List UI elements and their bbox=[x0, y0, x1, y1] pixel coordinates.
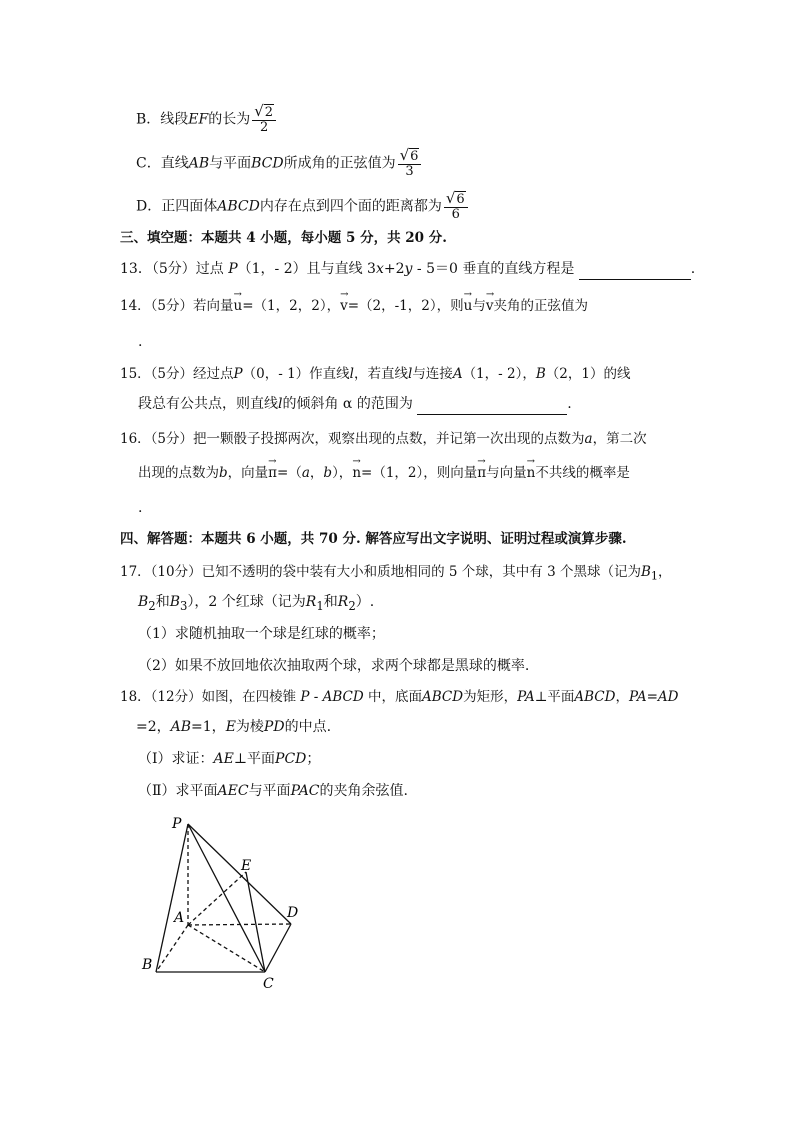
vector-v: → v bbox=[486, 296, 494, 316]
question-18 bbox=[120, 687, 678, 707]
q-text: ）， bbox=[332, 465, 353, 481]
option-label: C．直线 bbox=[136, 155, 189, 172]
edge-EC bbox=[246, 872, 265, 972]
edge-AB bbox=[156, 925, 188, 972]
subscript: 2 bbox=[148, 598, 156, 613]
numerator: 2 bbox=[264, 105, 274, 120]
q-text: . bbox=[567, 396, 572, 412]
q-text: 与平面 bbox=[248, 783, 291, 799]
question-16-end: . bbox=[138, 500, 143, 516]
q-text: （Ⅱ）求平面 bbox=[138, 783, 218, 799]
q-text: =（ bbox=[277, 465, 302, 481]
question-17 bbox=[120, 562, 672, 587]
option-c bbox=[136, 148, 423, 179]
q-text: 的倾斜角 α 的范围为 bbox=[282, 396, 413, 412]
q-text: ， bbox=[658, 564, 672, 580]
subscript: 1 bbox=[650, 569, 659, 583]
q-text: . bbox=[690, 261, 696, 277]
math-var: PA bbox=[628, 689, 647, 705]
numerator: 6 bbox=[410, 149, 419, 164]
edge-AE bbox=[188, 872, 246, 925]
fraction: $\frac{√2}{2}$ bbox=[252, 104, 276, 135]
q-text: 17．（10分）已知不透明的袋中装有大小和质地相同的 5 个球，其中有 3 个黑球（记为 bbox=[120, 564, 641, 580]
question-13 bbox=[120, 259, 695, 280]
math-var: ABCD bbox=[217, 198, 260, 215]
q-text: ， bbox=[615, 689, 629, 705]
math-var: B bbox=[138, 594, 149, 610]
question-14 bbox=[120, 296, 588, 316]
q-text: 和 bbox=[323, 594, 338, 610]
question-17-part1: （1）求随机抽取一个球是红球的概率； bbox=[138, 626, 385, 642]
math-var: l bbox=[349, 366, 354, 382]
label-A: A bbox=[174, 910, 185, 926]
q-text: （2，1）的线 bbox=[545, 366, 631, 382]
math-var: AB bbox=[170, 719, 192, 735]
q-text: 段总有公共点，则直线 bbox=[138, 396, 278, 412]
question-15-line2 bbox=[138, 394, 572, 415]
math-var: E bbox=[225, 719, 236, 735]
q-text: ，向量 bbox=[227, 465, 269, 481]
q-text: 不共线的概率是 bbox=[535, 465, 630, 481]
option-d bbox=[136, 191, 470, 222]
edge-PD bbox=[188, 824, 291, 924]
q-text: 的夹角余弦值. bbox=[319, 783, 408, 799]
math-var: B bbox=[640, 564, 651, 580]
q-text: ， bbox=[309, 465, 324, 481]
math-var: a bbox=[584, 431, 593, 447]
math-var: ABCD bbox=[422, 689, 464, 705]
label-C: C bbox=[263, 976, 274, 992]
vector-u: → u bbox=[464, 296, 473, 316]
section-heading-fill-blank: 三、填空题：本题共 4 小题，每小题 5 分，共 20 分. bbox=[120, 230, 447, 246]
edge-AC bbox=[188, 925, 265, 972]
math-var: P bbox=[228, 261, 238, 277]
vector-n: → n bbox=[527, 463, 536, 483]
option-text: 所成角的正弦值为 bbox=[283, 155, 396, 172]
edge-PB bbox=[156, 824, 188, 972]
q-text: ⊥平面 bbox=[233, 751, 276, 767]
q-text: ，若直线 bbox=[353, 366, 408, 382]
math-var: R bbox=[305, 594, 317, 610]
option-text: 内存在点到四个面的距离都为 bbox=[259, 198, 442, 215]
q-text: 为棱 bbox=[235, 719, 264, 735]
question-14-end: . bbox=[138, 334, 143, 350]
label-E: E bbox=[241, 858, 252, 874]
option-label: B．线段 bbox=[136, 111, 189, 128]
q-text: 15．（5分）经过点 bbox=[120, 366, 234, 382]
q-text: 为矩形， bbox=[463, 689, 518, 705]
math-var: y bbox=[404, 261, 413, 277]
q-text: （Ⅰ）求证： bbox=[138, 751, 214, 767]
q-text: 中，底面 bbox=[368, 689, 423, 705]
q-text: 16．（5分）把一颗骰子投掷两次，观察出现的点数，并记第一次出现的点数为 bbox=[120, 431, 585, 447]
question-16-line2 bbox=[138, 463, 630, 483]
subscript: 2 bbox=[348, 598, 356, 613]
option-label: D．正四面体 bbox=[136, 198, 218, 215]
answer-blank bbox=[417, 394, 567, 415]
question-17-part2: （2）如果不放回地依次抽取两个球，求两个球都是黑球的概率. bbox=[138, 658, 530, 674]
math-var: PA bbox=[517, 689, 535, 705]
q-text: 的中点. bbox=[284, 719, 332, 735]
q-text: 与 bbox=[472, 298, 486, 314]
q-text: ⊥平面 bbox=[534, 689, 575, 705]
q-text: ）. bbox=[355, 594, 375, 610]
vector-m: → π bbox=[477, 463, 486, 483]
question-15 bbox=[120, 364, 630, 384]
math-var: A bbox=[452, 366, 463, 382]
vector-v: → v bbox=[340, 296, 348, 316]
subscript: 3 bbox=[180, 598, 188, 613]
math-var: B bbox=[169, 594, 181, 610]
question-17-line2 bbox=[138, 592, 374, 616]
question-18-part2 bbox=[138, 781, 408, 801]
option-text: 的长为 bbox=[208, 111, 251, 128]
math-var: AD bbox=[657, 689, 679, 705]
label-P: P bbox=[172, 816, 182, 832]
q-text: 和 bbox=[155, 594, 170, 610]
q-text: =（1，2），则向量 bbox=[361, 465, 478, 481]
q-text: 与向量 bbox=[486, 465, 527, 481]
q-text: = bbox=[646, 689, 658, 705]
question-18-line2 bbox=[136, 717, 331, 737]
q-text: =（2，-1，2），则 bbox=[347, 298, 464, 314]
option-text: 与平面 bbox=[209, 155, 252, 172]
label-D: D bbox=[287, 905, 299, 921]
math-var: EF bbox=[188, 111, 209, 128]
math-var: BCD bbox=[251, 155, 284, 172]
section-heading-solutions: 四、解答题：本题共 6 小题，共 70 分. 解答应写出文字说明、证明过程或演算步骤. bbox=[120, 531, 627, 547]
math-var: PD bbox=[263, 719, 285, 735]
math-var: AE bbox=[213, 751, 234, 767]
q-text: 13．（5分）过点 bbox=[120, 261, 224, 277]
q-text: 夹角的正弦值为 bbox=[493, 298, 588, 314]
fraction: $\frac{√6}{3}$ bbox=[398, 148, 422, 179]
option-b bbox=[136, 104, 278, 135]
q-text: ； bbox=[306, 751, 321, 767]
q-text: +2 bbox=[383, 261, 405, 277]
denominator: 3 bbox=[405, 164, 414, 179]
q-text: （0，- 1）作直线 bbox=[242, 366, 350, 382]
q-text: =2， bbox=[136, 719, 171, 735]
q-text: =（1，2，2）， bbox=[242, 298, 341, 314]
math-var: ABCD bbox=[574, 689, 616, 705]
math-var: l bbox=[278, 396, 283, 412]
edge-PC bbox=[188, 824, 265, 972]
math-var: b bbox=[219, 465, 228, 481]
math-var: B bbox=[535, 366, 546, 382]
edge-CD bbox=[265, 924, 291, 972]
q-text: 18．（12分）如图，在四棱锥 bbox=[120, 689, 297, 705]
question-16 bbox=[120, 429, 647, 449]
q-text: 14．（5分）若向量 bbox=[120, 298, 234, 314]
q-text: 与连接 bbox=[412, 366, 453, 382]
q-text: - 5＝0 垂直的直线方程是 bbox=[412, 261, 575, 277]
math-var: l bbox=[407, 366, 413, 382]
fraction: $\frac{√6}{6}$ bbox=[444, 191, 468, 222]
math-var: P bbox=[233, 366, 243, 382]
denominator: 2 bbox=[260, 120, 269, 135]
math-var: AEC bbox=[217, 783, 249, 799]
q-text: 出现的点数为 bbox=[138, 465, 219, 481]
math-var: x bbox=[375, 261, 384, 277]
numerator: 6 bbox=[456, 192, 465, 207]
math-var: P - ABCD bbox=[300, 689, 364, 705]
q-text: ，第二次 bbox=[592, 431, 647, 447]
math-var: PCD bbox=[275, 751, 307, 767]
denominator: 6 bbox=[451, 207, 460, 222]
math-var: PAC bbox=[290, 783, 320, 799]
math-var: a bbox=[301, 465, 310, 481]
edge-AD bbox=[188, 924, 291, 925]
vector-u: → u bbox=[234, 296, 243, 316]
q-text: ），2 个红球（记为 bbox=[187, 594, 306, 610]
vector-m: → π bbox=[268, 463, 277, 483]
q-text: （1，- 2）， bbox=[462, 366, 536, 382]
question-18-part1 bbox=[138, 749, 320, 769]
math-var: b bbox=[323, 465, 333, 481]
q-text: =1， bbox=[191, 719, 226, 735]
q-text: （1，- 2）且与直线 3 bbox=[237, 261, 376, 277]
math-var: AB bbox=[188, 155, 210, 172]
subscript: 1 bbox=[316, 598, 324, 613]
math-var: R bbox=[337, 594, 349, 610]
label-B: B bbox=[142, 957, 153, 973]
vector-n: → n bbox=[352, 463, 361, 483]
answer-blank bbox=[579, 259, 691, 280]
